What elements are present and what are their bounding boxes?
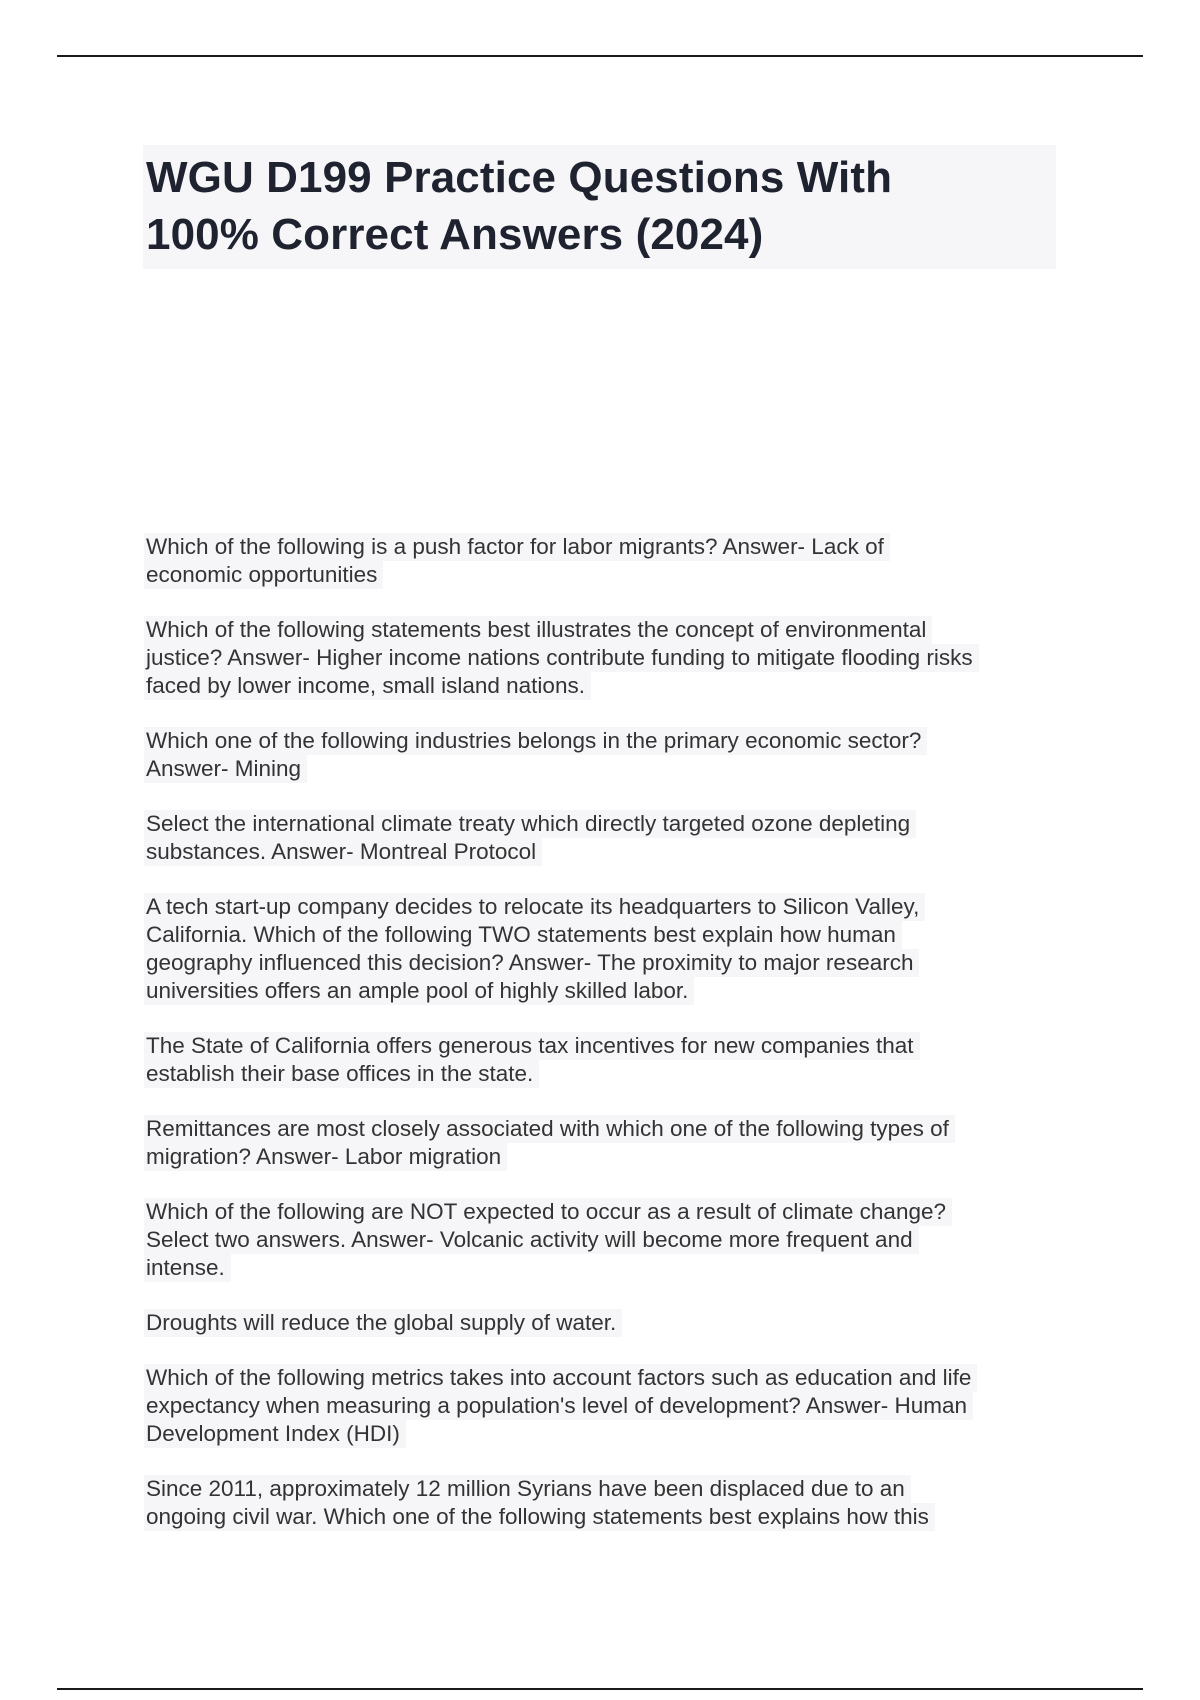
qa-list [144, 533, 1064, 1558]
qa-item [144, 533, 1064, 589]
qa-item [144, 1309, 1064, 1337]
qa-line: migration? Answer- Labor migration [144, 1143, 507, 1171]
qa-line: Answer- Mining [144, 755, 307, 783]
qa-line: geography influenced this decision? Answer- The proximity to major research [144, 949, 919, 977]
qa-line: The State of California offers generous tax incentives for new companies that [144, 1032, 920, 1060]
header-rule [57, 55, 1143, 57]
qa-item [144, 810, 1064, 866]
qa-line: Which of the following statements best illustrates the concept of environmental [144, 616, 932, 644]
qa-line: establish their base offices in the state. [144, 1060, 539, 1088]
qa-item [144, 1032, 1064, 1088]
qa-line: Select the international climate treaty which directly targeted ozone depleting [144, 810, 916, 838]
qa-line: justice? Answer- Higher income nations contribute funding to mitigate flooding risks [144, 644, 979, 672]
qa-item [144, 1198, 1064, 1282]
document-title [143, 145, 1056, 269]
qa-item [144, 727, 1064, 783]
qa-line: economic opportunities [144, 561, 383, 589]
title-line-2: 100% Correct Answers (2024) [146, 210, 764, 259]
qa-item [144, 1475, 1064, 1531]
qa-line: Development Index (HDI) [144, 1420, 406, 1448]
qa-item [144, 1364, 1064, 1448]
qa-line: A tech start-up company decides to relocate its headquarters to Silicon Valley, [144, 893, 925, 921]
qa-line: Which of the following are NOT expected to occur as a result of climate change? [144, 1198, 952, 1226]
footer-rule [57, 1688, 1143, 1690]
qa-line: faced by lower income, small island nations. [144, 672, 591, 700]
qa-line: ongoing civil war. Which one of the following statements best explains how this [144, 1503, 935, 1531]
qa-line: expectancy when measuring a population's level of development? Answer- Human [144, 1392, 973, 1420]
qa-line: Remittances are most closely associated with which one of the following types of [144, 1115, 955, 1143]
qa-line: Select two answers. Answer- Volcanic activity will become more frequent and [144, 1226, 919, 1254]
qa-line: Which one of the following industries belongs in the primary economic sector? [144, 727, 927, 755]
qa-line: Droughts will reduce the global supply of water. [144, 1309, 622, 1337]
qa-line: substances. Answer- Montreal Protocol [144, 838, 542, 866]
qa-item [144, 1115, 1064, 1171]
qa-line: intense. [144, 1254, 231, 1282]
qa-line: Which of the following metrics takes into account factors such as education and life [144, 1364, 977, 1392]
qa-line: Which of the following is a push factor for labor migrants? Answer- Lack of [144, 533, 890, 561]
qa-line: California. Which of the following TWO statements best explain how human [144, 921, 902, 949]
qa-line: Since 2011, approximately 12 million Syrians have been displaced due to an [144, 1475, 911, 1503]
qa-item [144, 893, 1064, 1005]
title-line-1: WGU D199 Practice Questions With [146, 153, 893, 202]
qa-line: universities offers an ample pool of highly skilled labor. [144, 977, 694, 1005]
qa-item [144, 616, 1064, 700]
